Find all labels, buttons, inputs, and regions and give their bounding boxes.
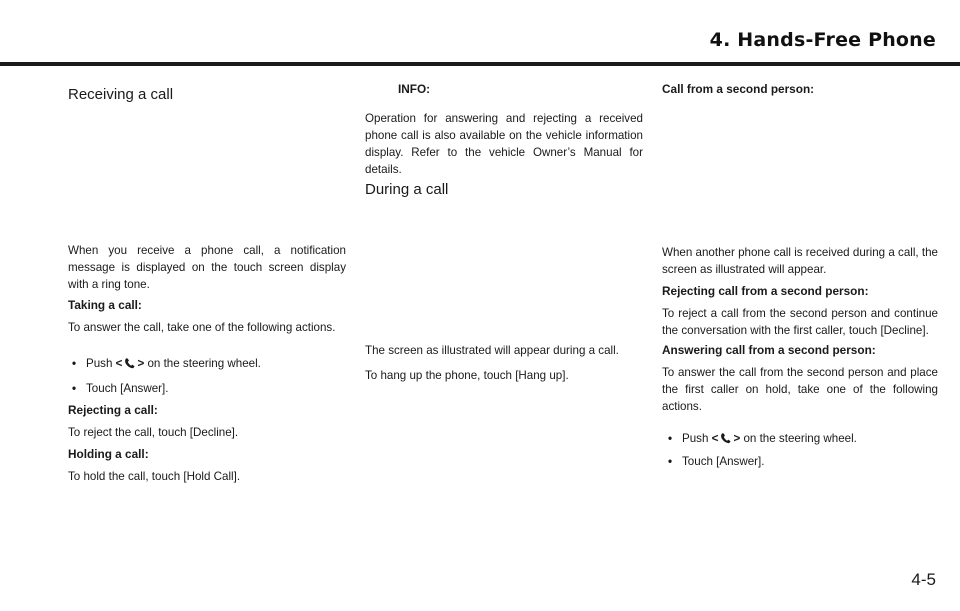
holding-call-heading: Holding a call:	[68, 447, 149, 461]
rejecting-second-text: To reject a call from the second person and continue the conversation with the first caller, touch [Decline].	[662, 307, 938, 337]
hang-up-text: To hang up the phone, touch [Hang up].	[365, 369, 569, 382]
column-2-lower	[365, 342, 643, 384]
key-open: <	[115, 357, 123, 370]
column-1-lower	[68, 402, 346, 485]
bullet-push-suffix-2: on the steering wheel.	[743, 432, 857, 445]
screen-illustrated-text: The screen as illustrated will appear during a call.	[365, 344, 619, 357]
section-title-during: During a call	[365, 181, 449, 198]
answering-second-heading: Answering call from a second person:	[662, 343, 876, 357]
key-open-2: <	[711, 432, 719, 445]
key-close-2: >	[733, 432, 741, 445]
rejecting-call-heading: Rejecting a call:	[68, 403, 158, 417]
bullet-touch-answer: • Touch [Answer].	[72, 382, 169, 395]
answering-second-text: To answer the call from the second person and place the first caller on hold, take one of the following actions.	[662, 366, 938, 413]
column-1-body	[68, 242, 346, 336]
bullet-push-steering: • Push < > on the steering wheel.	[72, 357, 261, 370]
bullet-push-suffix: on the steering wheel.	[147, 357, 261, 370]
page-number: 4-5	[911, 570, 936, 589]
rejecting-second-heading: Rejecting call from a second person:	[662, 284, 869, 298]
phone-handset-icon	[124, 357, 135, 369]
chapter-title: 4. Hands-Free Phone	[709, 29, 936, 51]
phone-handset-icon	[720, 432, 731, 444]
header-rule	[0, 62, 960, 66]
second-person-heading: Call from a second person:	[662, 82, 815, 96]
receiving-intro: When you receive a phone call, a notification message is displayed on the touch screen display with a ring tone.	[68, 244, 346, 291]
column-3-body	[662, 244, 938, 415]
key-close: >	[137, 357, 145, 370]
taking-call-heading: Taking a call:	[68, 298, 142, 312]
bullet-push-steering-2: • Push < > on the steering wheel.	[668, 432, 857, 445]
holding-call-text: To hold the call, touch [Hold Call].	[68, 470, 241, 483]
rejecting-call-text: To reject the call, touch [Decline].	[68, 426, 239, 439]
bullet-push-label: Push	[86, 357, 113, 370]
info-label: INFO:	[398, 82, 431, 96]
taking-call-text: To answer the call, take one of the following actions.	[68, 321, 336, 334]
info-text: Operation for answering and rejecting a received phone call is also available on the vehicle information display. Refer to the vehicle Owner’s Manual for details.	[365, 112, 643, 176]
bullet-push-label-2: Push	[682, 432, 709, 445]
second-call-intro: When another phone call is received during a call, the screen as illustrated will appear.	[662, 246, 938, 276]
bullet-touch-answer-2: • Touch [Answer].	[668, 455, 765, 468]
section-title-receiving: Receiving a call	[68, 86, 174, 103]
